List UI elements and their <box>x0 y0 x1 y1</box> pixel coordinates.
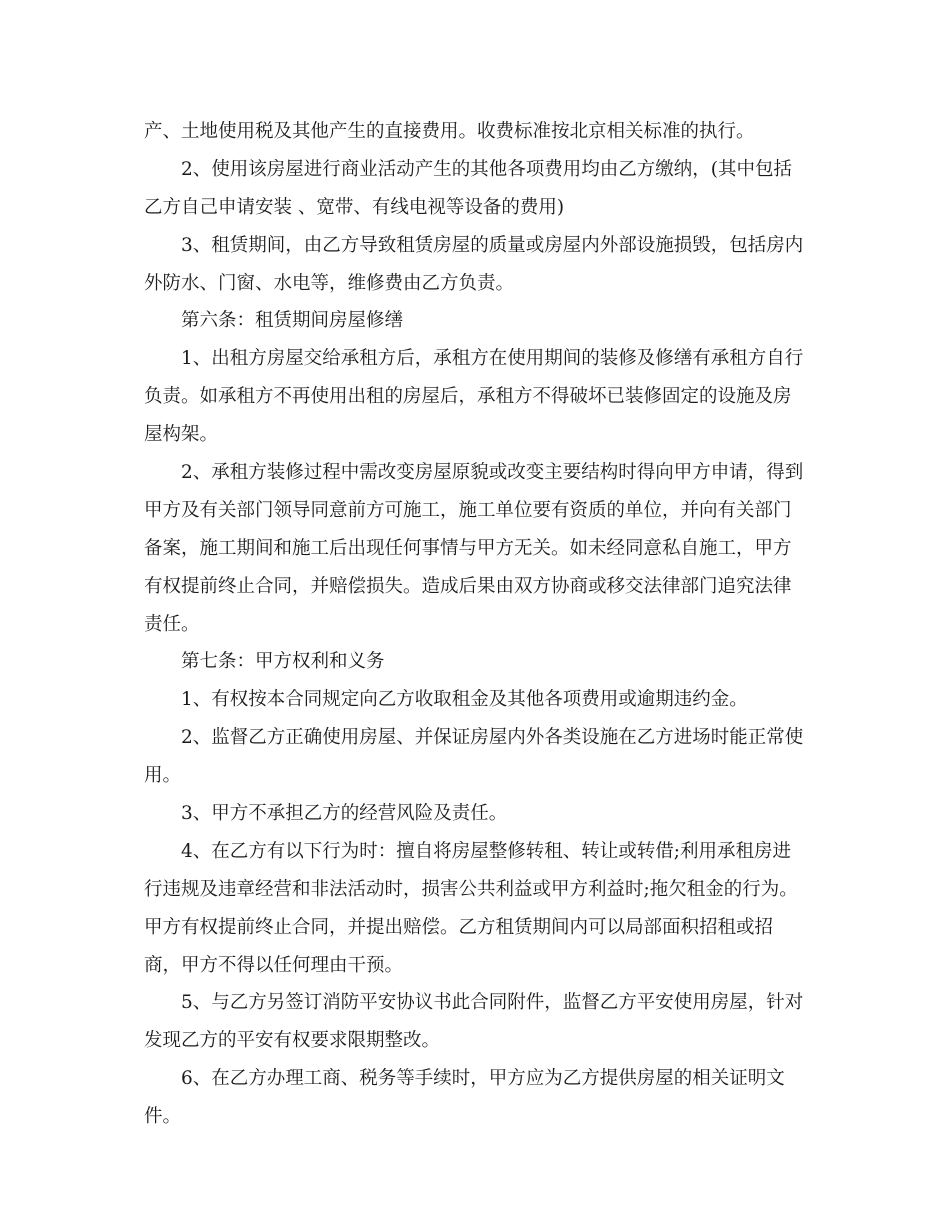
text-line: 行违规及违章经营和非法活动时，损害公共利益或甲方利益时;拖欠租金的行为。 <box>144 878 798 900</box>
document-body <box>144 113 812 1136</box>
text-line: 3、租赁期间，由乙方导致租赁房屋的质量或房屋内外部设施损毁，包括房内 <box>181 234 804 256</box>
text-line: 用。 <box>144 765 182 787</box>
text-line: 1、出租方房屋交给承租方后，承租方在使用期间的装修及修缮有承租方自行 <box>181 348 804 370</box>
text-line: 6、在乙方办理工商、税务等手续时，甲方应为乙方提供房屋的相关证明文 <box>181 1068 785 1090</box>
text-line: 外防水、门窗、水电等，维修费由乙方负责。 <box>144 272 515 294</box>
text-line: 乙方自己申请安装 、宽带、有线电视等设备的费用) <box>144 196 565 218</box>
text-line: 甲方及有关部门领导同意前方可施工，施工单位要有资质的单位，并向有关部门 <box>144 499 792 521</box>
text-line: 4、在乙方有以下行为时：擅自将房屋整修转租、转让或转借;利用承租房进 <box>181 840 792 862</box>
text-line: 负责。如承租方不再使用出租的房屋后，承租方不得破坏已装修固定的设施及房 <box>144 386 792 408</box>
text-line: 备案，施工期间和施工后出现任何事情与甲方无关。如未经同意私自施工，甲方 <box>144 537 792 559</box>
section-heading: 第六条：租赁期间房屋修缮 <box>181 310 404 332</box>
text-line: 2、承租方装修过程中需改变房屋原貌或改变主要结构时得向甲方申请，得到 <box>181 462 804 484</box>
text-line: 1、有权按本合同规定向乙方收取租金及其他各项费用或逾期违约金。 <box>181 689 748 711</box>
text-line: 3、甲方不承担乙方的经营风险及责任。 <box>181 803 508 825</box>
text-line: 2、使用该房屋进行商业活动产生的其他各项费用均由乙方缴纳，(其中包括 <box>181 158 792 180</box>
text-line: 有权提前终止合同，并赔偿损失。造成后果由双方协商或移交法律部门追究法律 <box>144 575 792 597</box>
text-line: 5、与乙方另签订消防平安协议书此合同附件，监督乙方平安使用房屋，针对 <box>181 992 804 1014</box>
section-heading: 第七条：甲方权利和义务 <box>181 651 385 673</box>
text-line: 2、监督乙方正确使用房屋、并保证房屋内外各类设施在乙方进场时能正常使 <box>181 727 804 749</box>
text-line: 责任。 <box>144 613 200 635</box>
text-line: 产、土地使用税及其他产生的直接费用。收费标准按北京相关标准的执行。 <box>144 121 755 142</box>
text-line: 件。 <box>144 1106 182 1128</box>
text-line: 甲方有权提前终止合同，并提出赔偿。乙方租赁期间内可以局部面积招租或招 <box>144 916 774 938</box>
text-line: 商，甲方不得以任何理由干预。 <box>144 954 404 976</box>
text-line: 发现乙方的平安有权要求限期整改。 <box>144 1030 441 1052</box>
text-line: 屋构架。 <box>144 424 219 446</box>
